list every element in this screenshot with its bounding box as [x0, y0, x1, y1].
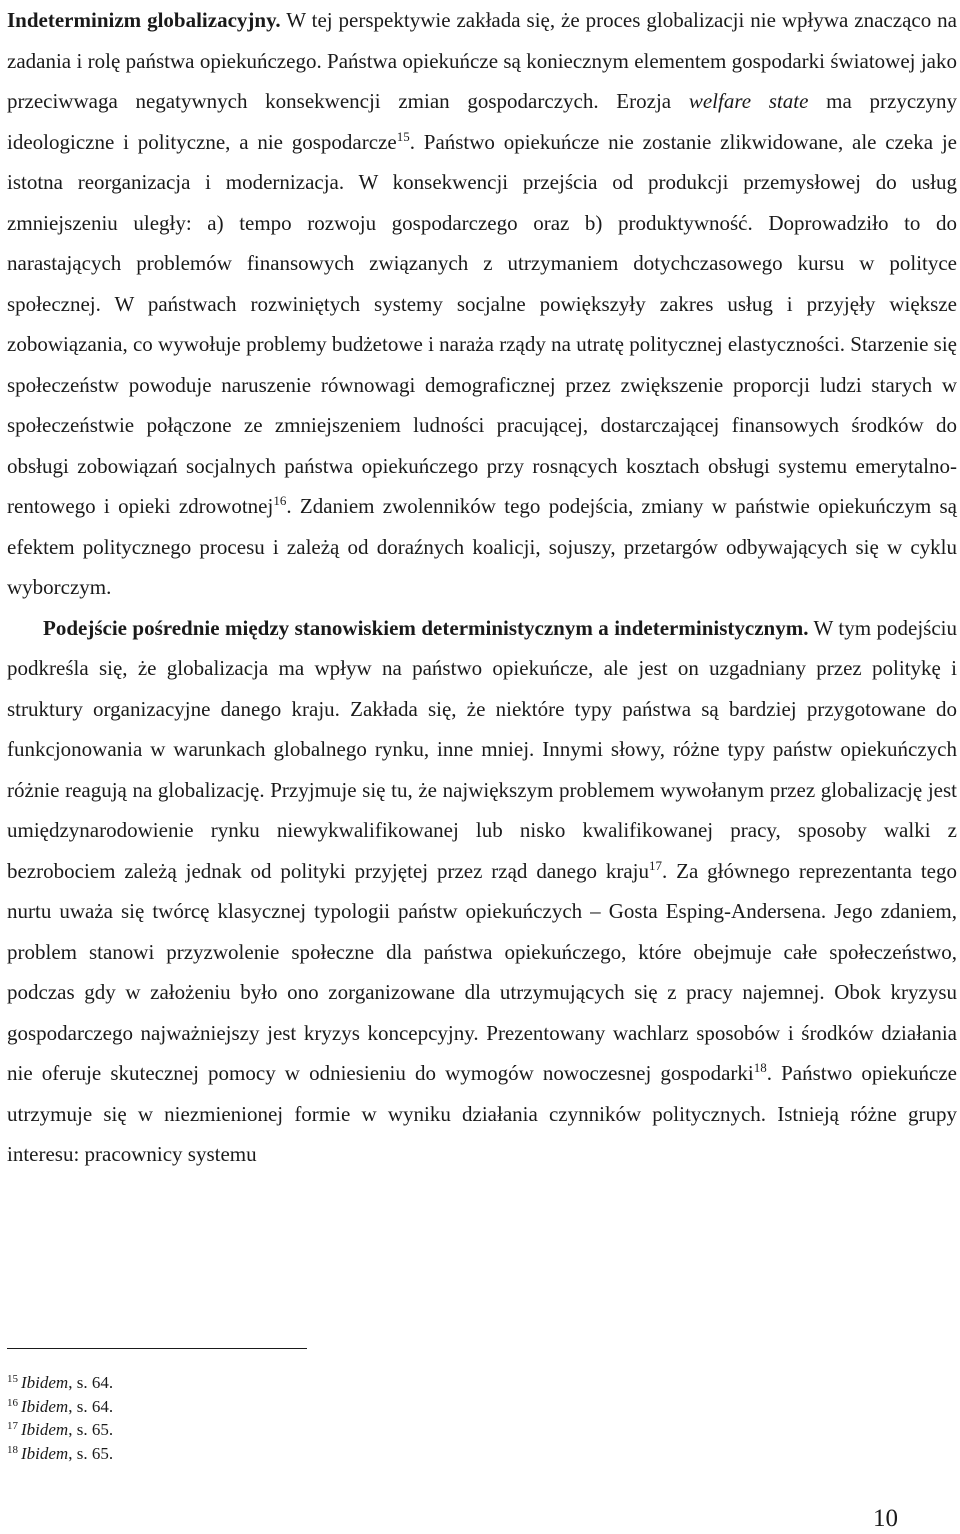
paragraph-text: . Za głównego reprezentanta tego nurtu uważa się twórcę klasycznej typologii państw opiekuńczych – Gosta Esping-Andersena. Jego zdaniem, problem stanowi przyzwolenie społeczne dla państwa opiekuńczego, które obejmuje całe społeczeństwo, podczas gdy w założeniu było ono zorganizowane dla utrzymujących się z pracy najemnej. Obok kryzysu gospodarczego najważniejszy jest kryzys koncepcyjny. Prezentowany wachlarz sposobów i środków działania nie oferuje skutecznej pomocy w odniesieniu do wymogów nowoczesnej gospodarki	[7, 858, 957, 1085]
section-heading-intermediate: Podejście pośrednie między stanowiskiem deterministycznym a indeterministycznym.	[43, 615, 809, 640]
footnote-source: Ibidem	[21, 1443, 69, 1463]
paragraph-text: W tym podejściu podkreśla się, że globalizacja ma wpływ na państwo opiekuńcze, ale jest on uzgadniany przez politykę i struktury organizacyjne danego kraju. Zakłada się, że niektóre typy państwa są bardziej przygotowane do funkcjonowania w warunkach globalnego rynku, inne mniej. Innymi słowy, różne typy państw opiekuńczych różnie reagują na globalizację. Przyjmuje się tu, że największym problemem wywołanym przez globalizację jest umiędzynarodowienie rynku niewykwalifikowanej lub nisko kwalifikowanej pracy, sposoby walki z bezrobociem zależą jednak od polityki przyjętej przez rząd danego kraju	[7, 615, 958, 883]
paragraph-text: . Państwo opiekuńcze utrzymuje się w niezmienionej formie w wyniku działania czynników politycznych. Istnieją różne grupy interesu: pracownicy systemu	[7, 1061, 957, 1166]
page-number: 10	[873, 1505, 898, 1532]
footnote-page: , s. 64.	[68, 1373, 114, 1392]
footnote-18	[7, 1442, 607, 1466]
section-heading-indeterminism: Indeterminizm globalizacyjny.	[7, 8, 281, 32]
paragraph-text: ma przyczyny ideologiczne i polityczne, a nie gospodarcze	[7, 89, 957, 154]
footnote-number: 17	[7, 1420, 18, 1432]
paragraph-intermediate	[7, 608, 957, 1175]
footnote-source: Ibidem	[21, 1420, 69, 1439]
footnote-page: , s. 64.	[68, 1396, 114, 1416]
footnote-15	[7, 1371, 607, 1395]
footnote-17	[7, 1418, 607, 1442]
footnote-source: Ibidem	[21, 1373, 69, 1392]
footnote-ref-15[interactable]: 15	[396, 128, 410, 144]
paragraph-text: . Zdaniem zwolenników tego podejścia, zmiany w państwie opiekuńczym są efektem politycznego procesu i zależą od doraźnych koalicji, sojuszy, przetargów odbywających się w cyklu wyborczym.	[7, 494, 957, 599]
footnote-separator	[7, 1348, 307, 1349]
paragraph-text: W tej perspektywie zakłada się, że proces globalizacji nie wpływa znacząco na zadania i rolę państwa opiekuńczego. Państwa opiekuńcze są koniecznym elementem gospodarki światowej jako przeciwwaga negatywnych konsekwencji zmian gospodarczych. Erozja	[7, 8, 957, 113]
footnote-number: 15	[7, 1373, 18, 1385]
page-body	[7, 0, 957, 1175]
footnote-number: 16	[7, 1396, 18, 1409]
footnote-ref-18[interactable]: 18	[753, 1060, 767, 1075]
footnote-page: , s. 65.	[68, 1420, 114, 1439]
paragraph-indeterminism	[7, 0, 957, 608]
paragraph-text: . Państwo opiekuńcze nie zostanie zlikwidowane, ale czeka je istotna reorganizacja i modernizacja. W konsekwencji przejścia od produkcji przemysłowej do usług zmniejszeniu uległy: a) tempo rozwoju gospodarczego oraz b) produktywność. Doprowadziło to do narastających problemów finansowych związanych z utrzymaniem dotychczasowego kursu w polityce społecznej. W państwach rozwiniętych systemy socjalne powiększyły zakres usług i przyjęły większe zobowiązania, co wywołuje problemy budżetowe i naraża rządy na utratę politycznej elastyczności. Starzenie się społeczeństw powoduje naruszenie równowagi demograficznej przez zwiększenie proporcji ludzi starych w społeczeństwie połączone ze zmniejszeniem ludności pracującej, dostarczającej finansowych środków do obsługi zobowiązań socjalnych państwa opiekuńczego przy rosnących kosztach obsługi systemu emerytalno-rentowego i opieki zdrowotnej	[7, 129, 957, 518]
footnote-ref-16[interactable]: 16	[273, 493, 287, 508]
footnote-ref-17[interactable]: 17	[649, 857, 662, 873]
italic-term: welfare state	[688, 89, 809, 113]
footnote-page: , s. 65.	[68, 1443, 114, 1463]
footnote-16	[7, 1395, 607, 1419]
footnote-source: Ibidem	[21, 1396, 69, 1416]
footnote-number: 18	[7, 1443, 18, 1456]
footnotes	[7, 1371, 607, 1465]
